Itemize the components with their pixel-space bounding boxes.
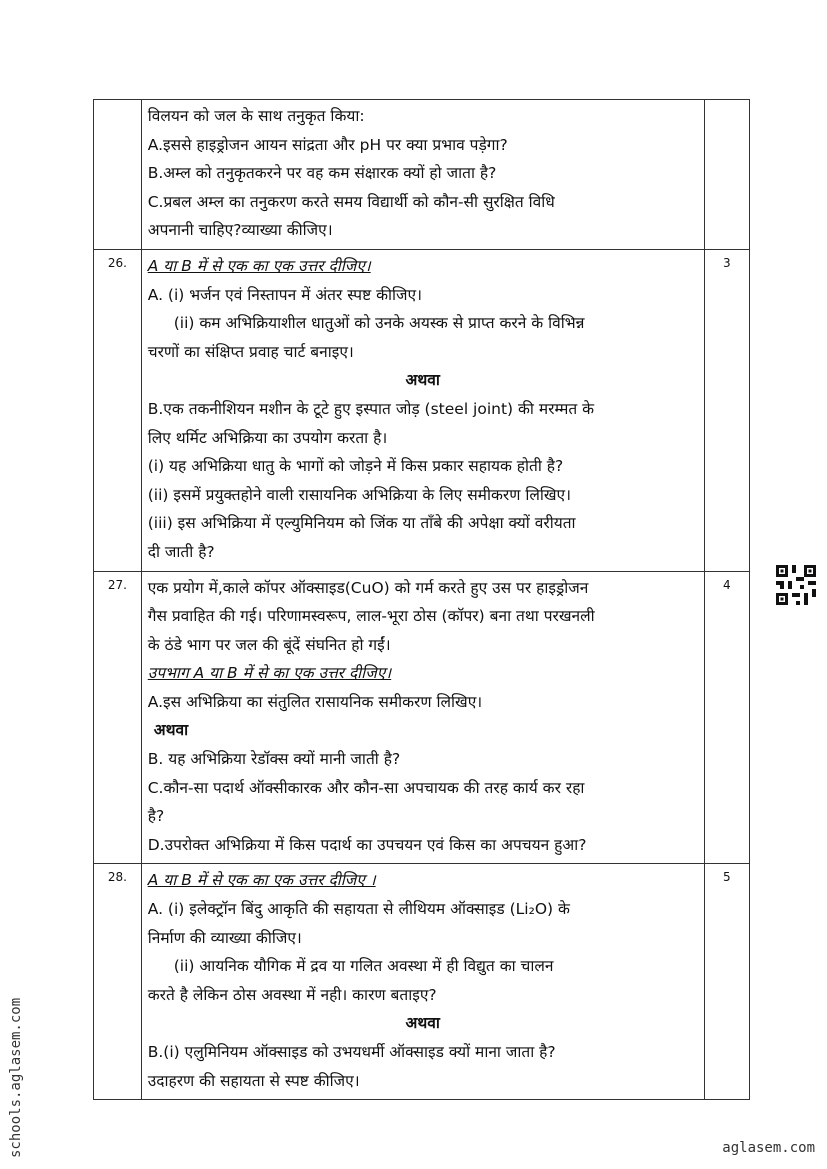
question-row	[94, 249, 750, 571]
text-line: B. यह अभिक्रिया रेडॉक्स क्यों मानी जाती है?	[147, 750, 401, 769]
question-row	[94, 864, 750, 1100]
watermark-bottom: aglasem.com	[722, 1140, 815, 1156]
question-text	[141, 864, 704, 1100]
question-marks: 4	[704, 571, 749, 864]
question-text	[141, 249, 704, 571]
question-number: 26.	[94, 249, 142, 571]
text-line: के ठंडे भाग पर जल की बूंदें संघनित हो गईं।	[147, 635, 391, 654]
or-separator: अथवा	[405, 371, 440, 390]
text-line: अपनानी चाहिए?व्याख्या कीजिए।	[147, 221, 333, 240]
text-line: (ii) आयनिक यौगिक में द्रव या गलित अवस्था में ही विद्युत का चालन	[173, 957, 554, 976]
text-line: A. (i) इलेक्ट्रॉन बिंदु आकृति की सहायता से लीथियम ऑक्साइड (Li₂O) के	[147, 900, 570, 919]
text-line: करते है लेकिन ठोस अवस्था में नही। कारण बताइए?	[147, 985, 437, 1004]
text-line: A. (i) भर्जन एवं निस्तापन में अंतर स्पष्ट कीजिए।	[147, 285, 422, 304]
question-number: 28.	[94, 864, 142, 1100]
text-line: B.अम्ल को तनुकृतकरने पर वह कम संक्षारक क्यों हो जाता है?	[147, 164, 497, 183]
watermark-side: schools.aglasem.com	[8, 997, 24, 1158]
text-line: B.एक तकनीशियन मशीन के टूटे हुए इस्पात जोड़ (steel joint) की मरम्मत के	[147, 399, 595, 418]
or-separator: अथवा	[153, 721, 189, 740]
question-table	[93, 99, 750, 1100]
text-line: विलयन को जल के साथ तनुकृत किया:	[147, 107, 365, 125]
question-number	[94, 100, 142, 250]
text-line: एक प्रयोग में,काले कॉपर ऑक्साइड(CuO) को गर्म करते हुए उस पर हाइड्रोजन	[147, 578, 589, 597]
text-line: लिए थर्मिट अभिक्रिया का उपयोग करता है।	[147, 428, 388, 447]
instruction-line: उपभाग A या B में से का एक उत्तर दीजिए।	[147, 664, 392, 683]
text-line: C.प्रबल अम्ल का तनुकरण करते समय विद्यार्थी को कौन-सी सुरक्षित विधि	[147, 192, 555, 211]
text-line: (i) यह अभिक्रिया धातु के भागों को जोड़ने में किस प्रकार सहायक होती है?	[147, 457, 564, 476]
question-row	[94, 571, 750, 864]
text-line: निर्माण की व्याख्या कीजिए।	[147, 928, 302, 947]
qr-code-icon	[776, 565, 816, 605]
text-line: C.कौन-सा पदार्थ ऑक्सीकारक और कौन-सा अपचायक की तरह कार्य कर रहा	[147, 778, 585, 797]
text-line: (ii) इसमें प्रयुक्तहोने वाली रासायनिक अभिक्रिया के लिए समीकरण लिखिए।	[147, 485, 572, 504]
question-number: 27.	[94, 571, 142, 864]
question-marks: 3	[704, 249, 749, 571]
question-text	[141, 571, 704, 864]
text-line: (iii) इस अभिक्रिया में एल्युमिनियम को जिंक या ताँबे की अपेक्षा क्यों वरीयता	[147, 514, 576, 533]
text-line: B.(i) एलुमिनियम ऑक्साइड को उभयधर्मी ऑक्साइड क्यों माना जाता है?	[147, 1043, 556, 1061]
text-line: (ii) कम अभिक्रियाशील धातुओं को उनके अयस्क से प्राप्त करने के विभिन्न	[173, 314, 585, 333]
text-line: उदाहरण की सहायता से स्पष्ट कीजिए।	[147, 1071, 360, 1090]
text-line: D.उपरोक्त अभिक्रिया में किस पदार्थ का उपचयन एवं किस का अपचयन हुआ?	[147, 835, 587, 854]
instruction-line: A या B में से एक का एक उत्तर दीजिए।	[147, 256, 371, 275]
question-row	[94, 100, 750, 250]
text-line: A.इससे हाइड्रोजन आयन सांद्रता और pH पर क्या प्रभाव पड़ेगा?	[147, 135, 508, 154]
question-marks: 5	[704, 864, 749, 1100]
or-separator: अथवा	[405, 1014, 440, 1033]
text-line: A.इस अभिक्रिया का संतुलित रासायनिक समीकरण लिखिए।	[147, 692, 483, 711]
text-line: गैस प्रवाहित की गई। परिणामस्वरूप, लाल-भूरा ठोस (कॉपर) बना तथा परखनली	[147, 607, 595, 626]
text-line: है?	[147, 807, 165, 826]
question-marks	[704, 100, 749, 250]
text-line: चरणों का संक्षिप्त प्रवाह चार्ट बनाइए।	[147, 342, 354, 361]
question-text	[141, 100, 704, 250]
instruction-line: A या B में से एक का एक उत्तर दीजिए ।	[147, 871, 376, 890]
text-line: दी जाती है?	[147, 542, 215, 561]
